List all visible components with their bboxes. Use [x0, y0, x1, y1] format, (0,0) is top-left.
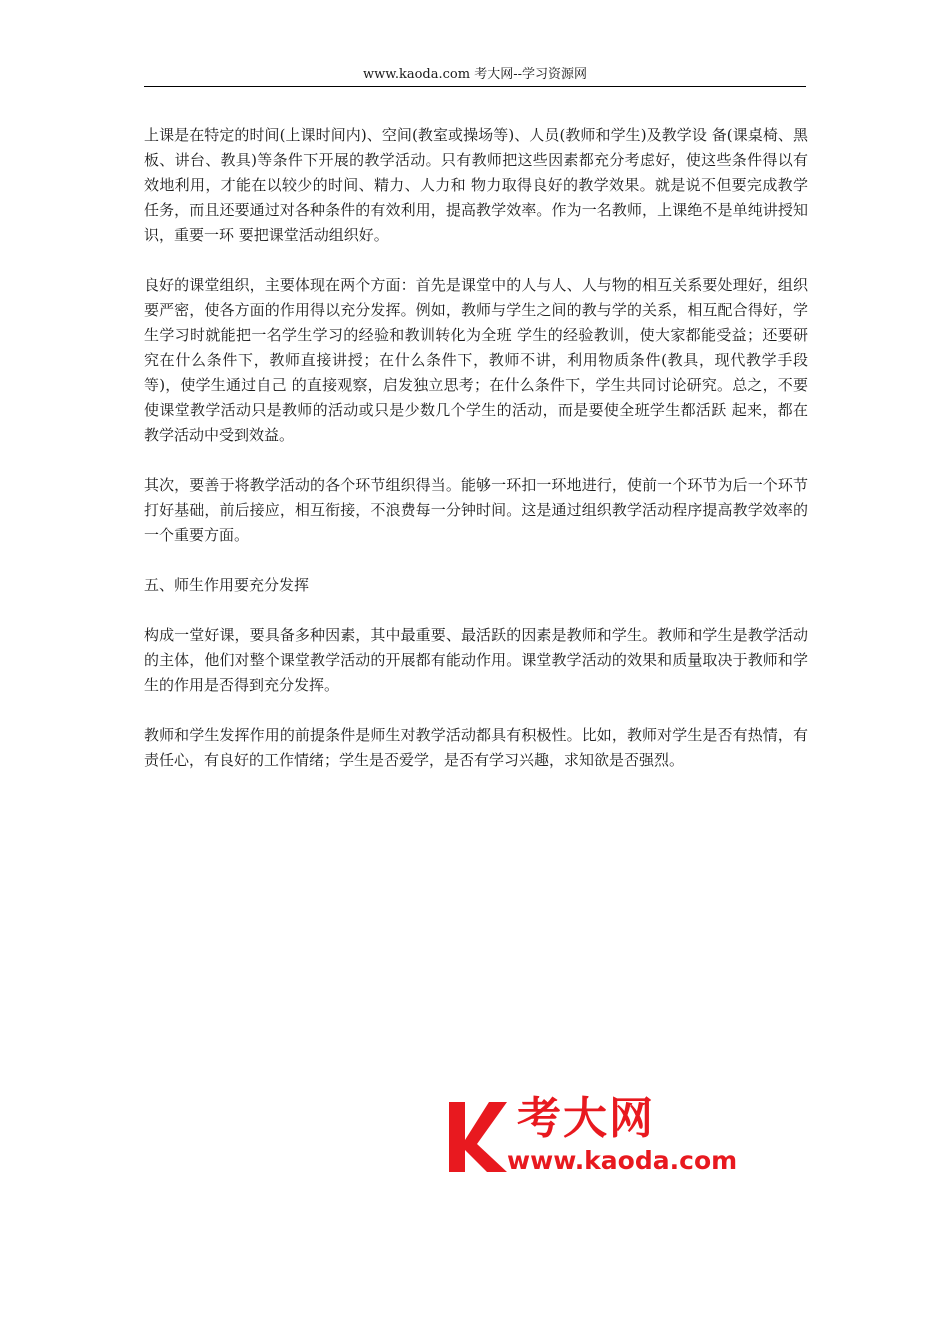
paragraph-teaching-steps: 其次，要善于将教学活动的各个环节组织得当。能够一环扣一环地进行，使前一个环节为后一个环节打好基础，前后接应，相互衔接，不浪费每一分钟时间。这是通过组织教学活动程序提高教学效率的一个重要方面。 [144, 476, 808, 544]
logo-brand-name: 考大网 [517, 1093, 655, 1144]
paragraph-classroom-conditions: 上课是在特定的时间(上课时间内)、空间(教室或操场等)、人员(教师和学生)及教学设 备(课桌椅、黑板、讲台、教具)等条件下开展的教学活动。只有教师把这些因素都充分考虑好，使这些条件得以有效地利用，才能在以较少的时间、精力、人力和 物力取得良好的教学效果。就是说不但要完成教学任务，而且还要通过对各种条件的有效利用，提高教学效率。作为一名教师，上课绝不是单纯讲授知识，重要一环 要把课堂活动组织好。 [144, 126, 808, 244]
paragraph-teacher-student-roles: 构成一堂好课，要具备多种因素，其中最重要、最活跃的因素是教师和学生。教师和学生是教学活动的主体，他们对整个课堂教学活动的开展都有能动作用。课堂教学活动的效果和质量取决于教师和学生的作用是否得到充分发挥。 [144, 626, 808, 694]
paragraph-classroom-organization: 良好的课堂组织，主要体现在两个方面：首先是课堂中的人与人、人与物的相互关系要处理好，组织要严密，使各方面的作用得以充分发挥。例如，教师与学生之间的教与学的关系，相互配合得好，学生学习时就能把一名学生学习的经验和教训转化为全班 学生的经验教训，使大家都能受益；还要研究在什么条件下，教师直接讲授；在什么条件下，教师不讲，利用物质条件(教具，现代教学手段等)，使学生通过自己 的直接观察，启发独立思考；在什么条件下，学生共同讨论研究。总之，不要使课堂教学活动只是教师的活动或只是少数几个学生的活动，而是要使全班学生都活跃 起来，都在教学活动中受到效益。 [144, 276, 808, 444]
kaoda-logo [445, 1094, 775, 1180]
k-logo-icon [445, 1098, 509, 1176]
page-header: www.kaoda.com 考大网--学习资源网 [144, 66, 806, 87]
section-heading: 五、师生作用要充分发挥 [144, 576, 310, 594]
document-body [144, 123, 808, 798]
paragraph-enthusiasm: 教师和学生发挥作用的前提条件是师生对教学活动都具有积极性。比如，教师对学生是否有热情，有责任心，有良好的工作情绪；学生是否爱学，是否有学习兴趣，求知欲是否强烈。 [144, 726, 808, 769]
logo-url: www.kaoda.com [507, 1146, 738, 1175]
